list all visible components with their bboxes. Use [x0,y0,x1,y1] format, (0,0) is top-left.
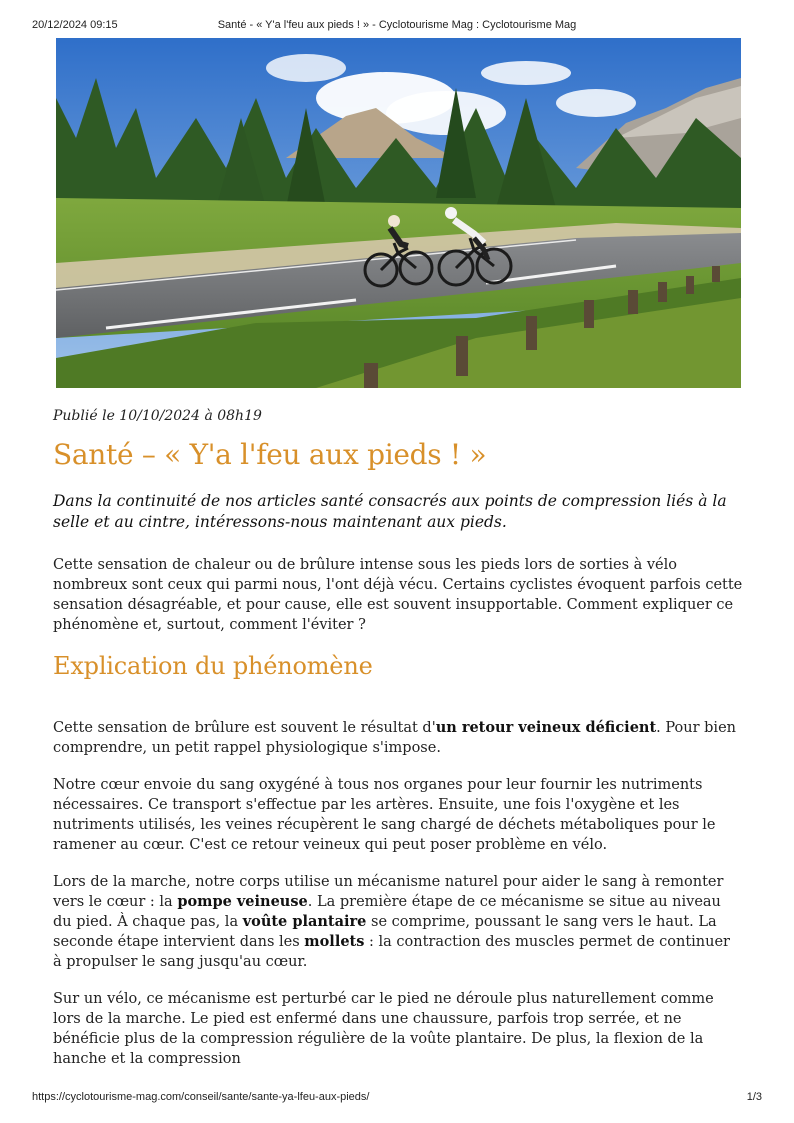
paragraph-heart: Notre cœur envoie du sang oxygéné à tous nos organes pour leur fournir les nutriments nécessaires. Ce transport s'effectue par les artères. Ensuite, une fois l'oxygène et les nutriments utilisés, les veines récupèrent le sang chargé de déchets métaboliques pour le ramener au cœur. C'est ce retour veineux qui peut poser problème en vélo. [53,777,716,853]
print-datetime: 20/12/2024 09:15 [32,19,118,31]
text-run: Lors de la marche, notre corps utilise un mécanisme naturel pour aider le sang à remonter vers le cœur : la [53,874,724,910]
article-content [53,408,743,1086]
intro-paragraph: Cette sensation de chaleur ou de brûlure intense sous les pieds lors de sorties à vélo nombreux sont ceux qui parmi nous, l'ont déjà vécu. Certains cyclistes évoquent parfois cette sensation désagréable, et pour cause, elle est souvent insupportable. Comment expliquer ce phénomène et, surtout, comment l'éviter ? [53,557,743,633]
paragraph-walking [53,872,743,972]
article-title: Santé – « Y'a l'feu aux pieds ! » [53,438,487,471]
text-run: se comprime, poussant le sang vers le haut. La seconde étape intervient dans les [53,914,717,950]
hero-image-cyclists-mountain-road [56,38,741,388]
footer-page-number: 1/3 [746,1091,762,1103]
bold-term-plantar-arch: voûte plantaire [242,913,367,930]
article-lead: Dans la continuité de nos articles santé consacrés aux points de compression liés à la selle et au cintre, intéressons-nous maintenant aux pieds. [53,492,727,531]
bold-term-venous-return: un retour veineux déficient [435,719,657,736]
bold-term-venous-pump: pompe veineuse [177,893,308,910]
print-document-title: Santé - « Y'a l'feu aux pieds ! » - Cyclotourisme Mag : Cyclotourisme Mag [217,19,577,31]
section-heading: Explication du phénomène [53,652,373,680]
footer-url: https://cyclotourisme-mag.com/conseil/sante/sante-ya-lfeu-aux-pieds/ [32,1091,370,1103]
text-run: : la contraction des muscles permet de continuer à propulser le sang jusqu'au cœur. [53,934,730,970]
paragraph-venous-return [53,718,743,758]
text-run: . Pour bien comprendre, un petit rappel physiologique s'impose. [53,720,736,756]
published-date: Publié le 10/10/2024 à 08h19 [53,408,262,424]
text-run: Cette sensation de brûlure est souvent le résultat d' [53,720,436,736]
text-run: . La première étape de ce mécanisme se situe au niveau du pied. À chaque pas, la [53,894,721,930]
paragraph-bike: Sur un vélo, ce mécanisme est perturbé car le pied ne déroule plus naturellement comme lors de la marche. Le pied est enfermé dans une chaussure, parfois trop serrée, et ne bénéficie plus de la compression régulière de la voûte plantaire. De plus, la flexion de la hanche et la compression [53,991,714,1067]
bold-term-calves: mollets [304,933,365,950]
